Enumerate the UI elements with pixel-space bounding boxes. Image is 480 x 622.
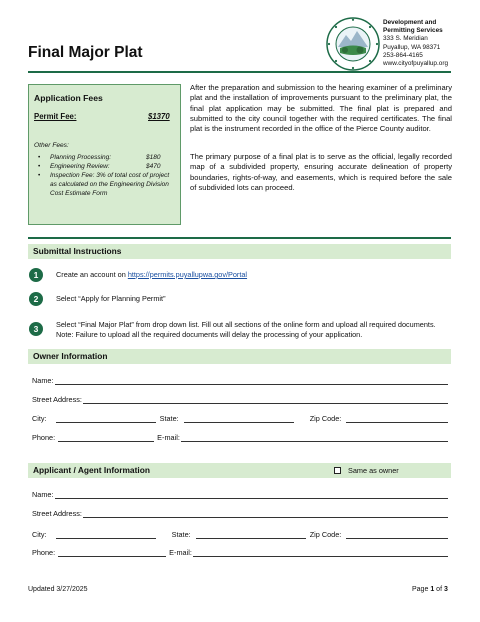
intro-paragraph-1: After the preparation and submission to the hearing examiner of a preliminary plat and the installation of improvements pursuant to the preliminary plat, the final plat application may be submitted. The final plat is prepared and submitted to the city council together with the required certificates. The final plat is the instrument recorded in the office of the Pierce County auditor. xyxy=(190,83,452,134)
applicant-phone-row xyxy=(32,546,448,557)
page-of: of xyxy=(436,586,443,593)
applicant-city-field[interactable] xyxy=(56,530,156,539)
applicant-email-field[interactable] xyxy=(193,548,448,557)
street-label: Street Address: xyxy=(32,509,82,518)
step-number-badge: 3 xyxy=(29,322,43,336)
submittal-section-bar xyxy=(28,244,451,259)
owner-phone-field[interactable] xyxy=(58,433,154,442)
owner-street-row xyxy=(32,393,448,404)
fee-item-amount: $180 xyxy=(146,154,161,161)
fees-heading: Application Fees xyxy=(34,93,103,103)
website-link[interactable]: www.cityofpuyallup.org xyxy=(383,60,449,68)
page-total: 3 xyxy=(443,586,448,593)
state-label: State: xyxy=(159,414,179,423)
phone-label: Phone: xyxy=(32,433,56,442)
department-contact xyxy=(383,19,448,68)
city-seal-logo xyxy=(326,17,380,71)
header-divider xyxy=(28,71,451,73)
city-state-line: Puyallup, WA 98371 xyxy=(383,43,441,51)
owner-phone-row xyxy=(32,431,448,442)
department-name-line1: Development and xyxy=(383,19,437,26)
step-number-badge: 1 xyxy=(29,268,43,282)
page-indicator xyxy=(412,586,448,593)
phone-label: Phone: xyxy=(32,548,56,557)
portal-link[interactable]: https://permits.puyallupwa.gov/Portal xyxy=(127,270,248,279)
address-line: 333 S. Meridian xyxy=(383,35,428,43)
owner-heading: Owner Information xyxy=(33,351,108,361)
step-1-label: Create an account on xyxy=(56,270,128,279)
updated-date: Updated 3/27/2025 xyxy=(28,586,88,593)
city-label: City: xyxy=(32,414,47,423)
owner-state-field[interactable] xyxy=(184,414,294,423)
fee-item-amount: $470 xyxy=(146,163,161,170)
owner-name-row xyxy=(32,374,448,385)
intro-paragraph-2: The primary purpose of a final plat is to serve as the official, legally recorded map of a subdivided property, ensuring accurate delineation of property boundaries, rights-of-way, and easements, which is required before the sale of subdivided lots can proceed. xyxy=(190,152,452,192)
page-word: Page xyxy=(412,586,429,593)
state-label: State: xyxy=(171,530,191,539)
owner-zip-field[interactable] xyxy=(346,414,448,423)
applicant-city-row xyxy=(32,528,448,539)
applicant-state-field[interactable] xyxy=(196,530,306,539)
page-title: Final Major Plat xyxy=(28,44,143,61)
other-fees-label: Other Fees: xyxy=(34,142,69,149)
applicant-heading: Applicant / Agent Information xyxy=(33,465,150,475)
department-name-line2: Permitting Services xyxy=(383,27,443,35)
list-item xyxy=(34,153,174,162)
fee-item-label: Planning Processing: xyxy=(50,154,112,161)
applicant-name-field[interactable] xyxy=(55,490,449,499)
city-label: City: xyxy=(32,530,47,539)
permit-fee-label: Permit Fee: xyxy=(34,112,77,121)
same-as-owner-checkbox[interactable] xyxy=(334,467,341,474)
other-fees-list xyxy=(34,153,174,198)
owner-city-field[interactable] xyxy=(56,414,156,423)
owner-street-field[interactable] xyxy=(83,395,448,404)
applicant-phone-field[interactable] xyxy=(58,548,166,557)
name-label: Name: xyxy=(32,490,54,499)
section-divider xyxy=(28,237,451,239)
email-label: E-mail: xyxy=(157,433,180,442)
owner-section-bar xyxy=(28,349,451,364)
applicant-street-field[interactable] xyxy=(83,509,448,518)
street-label: Street Address: xyxy=(32,395,82,404)
owner-city-row xyxy=(32,412,448,423)
same-as-owner-label: Same as owner xyxy=(348,466,399,475)
list-item xyxy=(34,162,174,171)
email-label: E-mail: xyxy=(169,548,192,557)
applicant-street-row xyxy=(32,507,448,518)
zip-label: Zip Code: xyxy=(309,414,342,423)
step-3-text: Select “Final Major Plat” from drop down list. Fill out all sections of the online form and upload all required documents. Note: Failure to upload all the required documents will delay the processing of your application. xyxy=(56,320,436,339)
step-number-badge: 2 xyxy=(29,292,43,306)
fee-item-label: Inspection Fee: 3% of total cost of project as calculated on the Engineering Division Cost Estimate Form xyxy=(50,172,170,197)
step-2-text: Select “Apply for Planning Permit” xyxy=(56,294,166,303)
page-number: 1 xyxy=(430,586,435,593)
list-item xyxy=(34,171,174,198)
owner-email-field[interactable] xyxy=(181,433,448,442)
applicant-name-row xyxy=(32,488,448,499)
applicant-zip-field[interactable] xyxy=(346,530,448,539)
permit-fee-value: $1370 xyxy=(148,112,170,121)
step-1-text xyxy=(56,270,451,280)
phone-line: 253-864-4165 xyxy=(383,51,423,59)
name-label: Name: xyxy=(32,376,54,385)
owner-name-field[interactable] xyxy=(55,376,449,385)
submittal-heading: Submittal Instructions xyxy=(33,246,122,256)
zip-label: Zip Code: xyxy=(309,530,342,539)
fee-item-label: Engineering Review: xyxy=(50,163,110,170)
